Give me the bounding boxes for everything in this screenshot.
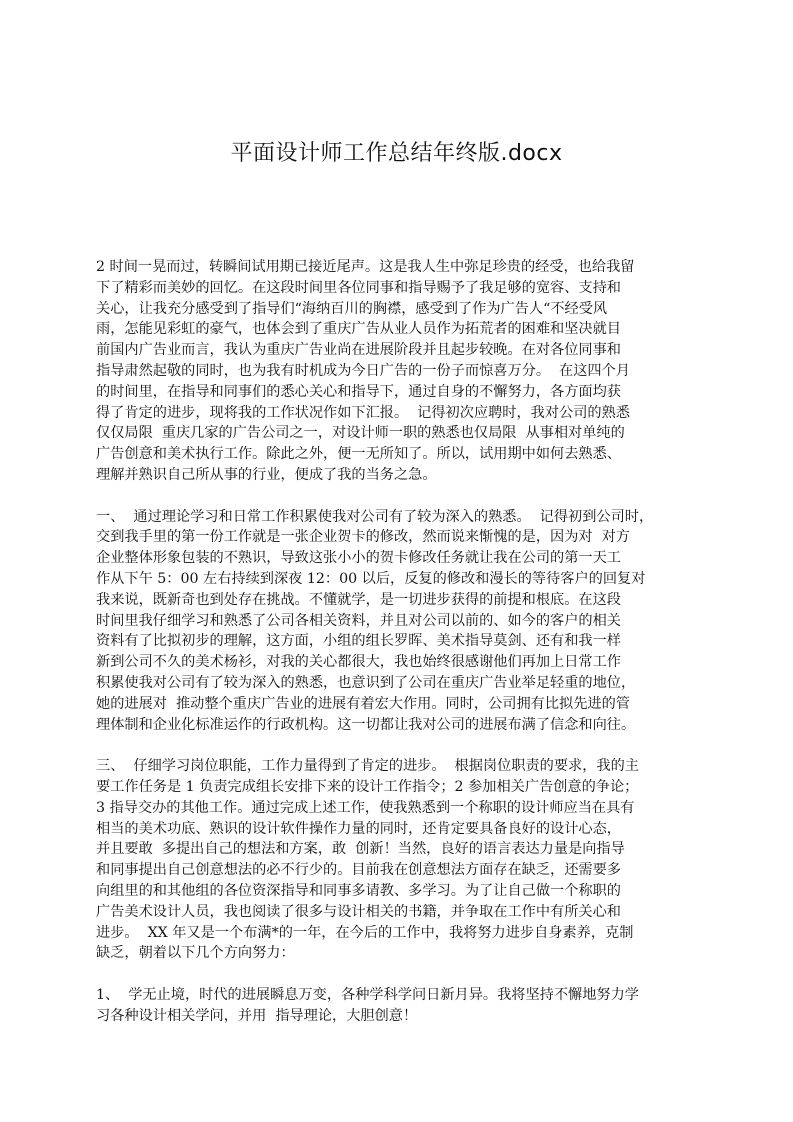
paragraph-section-three: 三、 仔细学习岗位职能，工作力量得到了肯定的进步。 根据岗位职责的要求，我的主 要工作任务是 1 负责完成组长安排下来的设计工作指令；2 参加相关广告创意的争论； 3 指导交办的其他工作。通过完成上述工作，使我熟悉到一个称职的设计师应当在具有 相当的美术功底、熟识的设计软件操作力量的同时，还肯定要具备良好的设计心态， 并且要敢 多提出自己的想法和方案，敢 创新！当然，良好的语言表达力量是向指导 和同事提出自己创意想法的必不行少的。目前我在创意想法方面存在缺乏，还需要多 向组里的和其他组的各位资深指导和同事多请教、多学习。为了让自己做一个称职的 广告美术设计人员，我也阅读了很多与设计相关的书籍，并争取在工作中有所关心和 进步。 XX 年又是一个布满*的一年，在今后的工作中，我将努力进步自身素养，克制 缺乏，朝着以下几个方向努力：: [96, 758, 639, 962]
paragraph-item-one: 1、 学无止境，时代的进展瞬息万变，各种学科学问日新月异。我将坚持不懈地努力学 习各种设计相关学问，并用 指导理论，大胆创意！: [96, 986, 639, 1024]
document-body: [96, 257, 721, 1026]
paragraph-intro: 2 时间一晃而过，转瞬间试用期已接近尾声。这是我人生中弥足珍贵的经受，也给我留 下了精彩而美妙的回忆。在这段时间里各位同事和指导赐予了我足够的宽容、支持和 关心，让我充分感受到了指导们“海纳百川的胸襟，感受到了作为广告人“不经受风 雨，怎能见彩虹的豪气，也体会到了重庆广告从业人员作为拓荒者的困难和坚决就目 前国内广告业而言，我认为重庆广告业尚在进展阶段并且起步较晚。在对各位同事和 指导肃然起敬的同时，也为我有时机成为今日广告的一份子而惊喜万分。 在这四个月 的时间里，在指导和同事们的悉心关心和指导下，通过自身的不懈努力，各方面均获 得了肯定的进步，现将我的工作状况作如下汇报。 记得初次应聘时，我对公司的熟悉 仅仅局限 重庆几家的广告公司之一，对设计师一职的熟悉也仅局限 从事相对单纯的 广告创意和美术执行工作。除此之外，便一无所知了。所以，试用期中如何去熟悉、 理解并熟识自己所从事的行业，便成了我的当务之急。: [96, 259, 635, 483]
document-title: 平面设计师工作总结年终版.docx: [230, 141, 563, 166]
paragraph-section-one: 一、 通过理论学习和日常工作积累使我对公司有了较为深入的熟悉。 记得初到公司时， 交到我手里的第一份工作就是一张企业贺卡的修改，然而说来惭愧的是，因为对 对方 企业整体形象包装的不熟识，导致这张小小的贺卡修改任务就让我在公司的第一天工 作从下午 5：00 左右持续到深夜 12：00 以后，反复的修改和漫长的等待客户的回复对 我来说，既新奇也到处存在挑战。不懂就学，是一切进步获得的前提和根底。在这段 时间里我仔细学习和熟悉了公司各相关资料，并且对公司以前的、如今的客户的相关 资料有了比拟初步的理解，这方面，小组的组长罗晖、美术指导莫剑、还有和我一样 新到公司不久的美术杨衫，对我的关心都很大，我也始终很感谢他们再加上日常工作 积累使我对公司有了较为深入的熟悉，也意识到了公司在重庆广告业举足轻重的地位， 她的进展对 推动整个重庆广告业的进展有着宏大作用。同时，公司拥有比拟先进的管 理体制和企业化标准运作的行政机构。这一切都让我对公司的进展布满了信念和向往。: [96, 508, 654, 733]
